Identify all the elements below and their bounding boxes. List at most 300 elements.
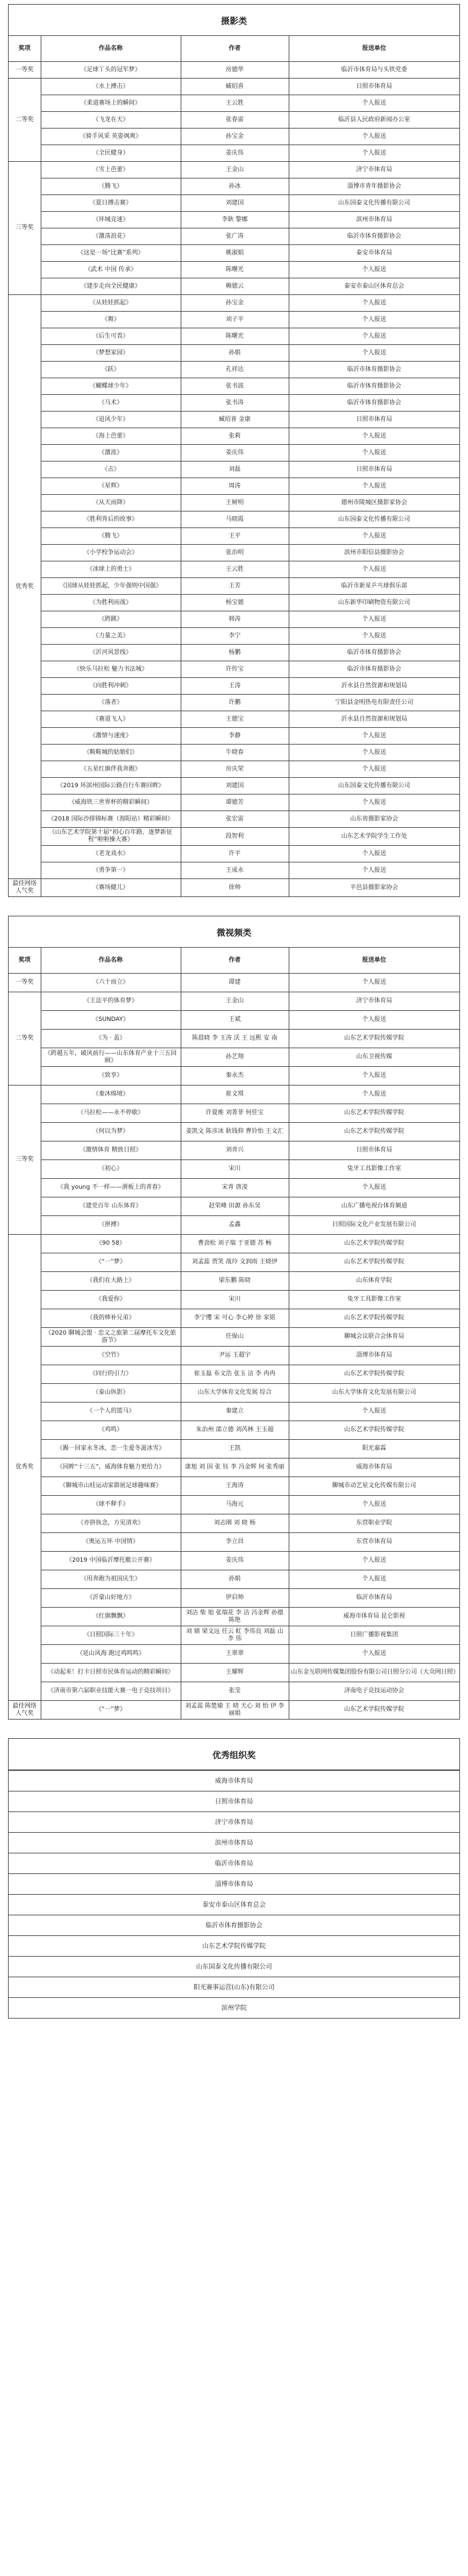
work-title-cell: 《何以为梦》 [41, 1123, 181, 1141]
list-item [9, 1833, 459, 1853]
work-title-cell: 《雪上芭蕾》 [41, 162, 181, 178]
author-cell: 王云胜 [181, 561, 289, 578]
table-row [9, 112, 459, 129]
submitting-unit-cell: 个人报送 [289, 1645, 459, 1664]
header-title: 作品名称 [41, 36, 181, 62]
table-row [9, 795, 459, 811]
table-row [9, 428, 459, 445]
award-category-cell: 优秀奖 [9, 295, 41, 879]
author-cell: 崔玉磊 布文浩 张玉 洁 李 冉冉 [181, 1365, 289, 1384]
work-title-cell: 《马术》 [41, 395, 181, 412]
submitting-unit-cell: 山东广播电视台体育频道 [289, 1197, 459, 1216]
work-title-cell: 《胜利背后的故事》 [41, 511, 181, 528]
author-cell: 王平 [181, 528, 289, 545]
video-section [8, 916, 460, 1720]
submitting-unit-cell: 威海市体育局 [289, 1458, 459, 1477]
work-title-cell: 《骑手风采 英姿飒爽》 [41, 129, 181, 145]
work-title-cell: 《梦想家园》 [41, 345, 181, 362]
author-cell: 杨鹏 [181, 645, 289, 661]
author-cell: 陈晨晓 李 王涛 沃 王 远熙 安 南 [181, 1030, 289, 1048]
table-row [9, 761, 459, 778]
table-row [9, 595, 459, 611]
work-title-cell: 《跃》 [41, 362, 181, 378]
table-row [9, 162, 459, 178]
submitting-unit-cell: 山东国泰文化传播有限公司 [289, 195, 459, 212]
author-cell: 杨宝德 [181, 595, 289, 611]
author-cell: 马晓霞 [181, 511, 289, 528]
table-row [9, 745, 459, 761]
org-list-body [9, 1771, 459, 2019]
work-title-cell: 《夏日搏击赛》 [41, 195, 181, 212]
work-title-cell: 《2019 中国临沂摩托艇公开赛》 [41, 1552, 181, 1570]
table-row [9, 395, 459, 412]
work-title-cell: 《奥运五环 中国情》 [41, 1533, 181, 1552]
submitting-unit-cell: 个人报送 [289, 95, 459, 112]
author-cell: 李耿 黎娜 [181, 212, 289, 228]
submitting-unit-cell: 东营职业学院 [289, 1514, 459, 1533]
table-row [9, 711, 459, 728]
work-title-cell: 《腾飞》 [41, 528, 181, 545]
submitting-unit-cell: 山东艺术学院传媒学院 [289, 1365, 459, 1384]
work-title-cell: 《建党百年 山东体育》 [41, 1197, 181, 1216]
org-name-cell: 滨州市体育局 [9, 1833, 459, 1853]
award-category-cell: 优秀奖 [9, 1235, 41, 1701]
table-row [9, 295, 459, 312]
submitting-unit-cell: 个人报送 [289, 728, 459, 745]
table-row [9, 545, 459, 561]
submitting-unit-cell: 兔牙工具影像工作室 [289, 1291, 459, 1309]
author-cell: 姜庆伟 [181, 1552, 289, 1570]
submitting-unit-cell: 聊城会议联合会体育局 [289, 1328, 459, 1347]
table-row [9, 1589, 459, 1608]
work-title-cell: 《“一”梦》 [41, 1253, 181, 1272]
work-title-cell: 《用奔跑为祖国庆生》 [41, 1570, 181, 1589]
submitting-unit-cell: 个人报送 [289, 974, 459, 992]
table-row [9, 1328, 459, 1347]
author-cell: 孔祥达 [181, 362, 289, 378]
work-title-cell: 《落者》 [41, 695, 181, 711]
photo-awards-table [9, 36, 459, 896]
table-row [9, 378, 459, 395]
author-cell: 韩涛 [181, 611, 289, 628]
submitting-unit-cell: 日照市体育局 [289, 79, 459, 95]
submitting-unit-cell: 聊城市动艺星文化传媒有限公司 [289, 1477, 459, 1496]
table-header-row [9, 36, 459, 62]
submitting-unit-cell: 临沂市体育摄影协会 [289, 378, 459, 395]
table-row [9, 362, 459, 378]
work-title-cell: 《环城竞速》 [41, 212, 181, 228]
submitting-unit-cell: 山东国泰文化传播有限公司 [289, 511, 459, 528]
work-title-cell: 《“一”梦》 [41, 1701, 181, 1720]
submitting-unit-cell: 个人报送 [289, 528, 459, 545]
table-row [9, 1440, 459, 1458]
table-row [9, 1533, 459, 1552]
work-title-cell: 《泰山纵影》 [41, 1384, 181, 1403]
table-row [9, 1570, 459, 1589]
author-cell: 梁东鹏 陈晓 [181, 1272, 289, 1291]
table-row [9, 1160, 459, 1179]
submitting-unit-cell: 临沂县人民政府新闻办公室 [289, 112, 459, 129]
submitting-unit-cell: 临沂市体育摄影协会 [289, 645, 459, 661]
table-row [9, 1384, 459, 1403]
submitting-unit-cell: 个人报送 [289, 1403, 459, 1421]
work-title-cell: 《赛场健儿》 [41, 879, 181, 897]
author-cell: 马海元 [181, 1496, 289, 1514]
submitting-unit-cell: 滨州市阳信县摄影协会 [289, 545, 459, 561]
work-title-cell: 《舞》 [41, 312, 181, 328]
work-title-cell: 《六十而立》 [41, 974, 181, 992]
work-title-cell: 《初心》 [41, 1160, 181, 1179]
author-cell: 谭德芳 [181, 795, 289, 811]
org-name-cell: 淄博市体育局 [9, 1874, 459, 1895]
list-item [9, 1874, 459, 1895]
submitting-unit-cell: 个人报送 [289, 129, 459, 145]
submitting-unit-cell: 日照国际文化产业发展有限公司 [289, 1216, 459, 1235]
work-title-cell: 《击》 [41, 462, 181, 478]
submitting-unit-cell: 山东艺术学院学生工作处 [289, 828, 459, 846]
table-header-row [9, 948, 459, 974]
author-cell: 孙冰 [181, 178, 289, 195]
author-cell: 王金山 [181, 162, 289, 178]
table-row [9, 811, 459, 828]
submitting-unit-cell: 兔牙工具影像工作室 [289, 1160, 459, 1179]
submitting-unit-cell: 个人报送 [289, 862, 459, 879]
submitting-unit-cell: 个人报送 [289, 745, 459, 761]
work-title-cell: 《追风少年》 [41, 412, 181, 428]
author-cell: 段智利 [181, 828, 289, 846]
author-cell: 王凯 [181, 1440, 289, 1458]
author-cell: 刘子平 [181, 312, 289, 328]
table-row [9, 178, 459, 195]
submitting-unit-cell: 山东艺术学院传媒学院 [289, 1104, 459, 1123]
author-cell: 伊启帅 [181, 1589, 289, 1608]
header-author: 作者 [181, 36, 289, 62]
work-title-cell: 《日照国际三十年》 [41, 1626, 181, 1645]
table-row [9, 511, 459, 528]
author-cell: 许鹏 [181, 695, 289, 711]
award-category-cell: 一等奖 [9, 62, 41, 79]
submitting-unit-cell: 沂水县自然资源和规划局 [289, 711, 459, 728]
work-title-cell: 《武术 中国 传承》 [41, 262, 181, 278]
list-item [9, 1915, 459, 1936]
author-cell: 崔文琪 [181, 1086, 289, 1104]
author-cell: 王芳 [181, 578, 289, 595]
work-title-cell: 《老龙戏水》 [41, 846, 181, 862]
table-row [9, 445, 459, 462]
table-row [9, 974, 459, 992]
author-cell: 孟鑫 [181, 1216, 289, 1235]
author-cell: 李宁 [181, 628, 289, 645]
header-unit: 报送单位 [289, 36, 459, 62]
table-row [9, 195, 459, 212]
award-category-cell: 最佳网络人气奖 [9, 879, 41, 897]
work-title-cell: 《亦拼执念，方见清欢》 [41, 1514, 181, 1533]
author-cell: 秦建立 [181, 1403, 289, 1421]
award-category-cell: 三等奖 [9, 1086, 41, 1235]
author-cell: 任保山 [181, 1328, 289, 1347]
author-cell: 刘青兴 [181, 1141, 289, 1160]
table-row [9, 1477, 459, 1496]
org-name-cell: 泰安市泰山区体育总会 [9, 1895, 459, 1915]
work-title-cell: 《勇争第一》 [41, 862, 181, 879]
submitting-unit-cell: 淄博市体育局 [289, 1347, 459, 1365]
table-row [9, 846, 459, 862]
org-name-cell: 临沂市体育摄影协会 [9, 1915, 459, 1936]
submitting-unit-cell: 个人报送 [289, 1067, 459, 1086]
work-title-cell: 《五星红旗伴我奔跑》 [41, 761, 181, 778]
table-row [9, 1235, 459, 1253]
table-row [9, 1030, 459, 1048]
author-cell: 徐帅 [181, 879, 289, 897]
author-cell: 张治明 [181, 545, 289, 561]
work-title-cell: 《踢一回家永冬冰，恋一生爱冬滋冰雪》 [41, 1440, 181, 1458]
author-cell: 刘建国 [181, 195, 289, 212]
submitting-unit-cell: 山东金互联网传媒集团股份有限公司日照分公司（大众网日照） [289, 1664, 459, 1682]
table-row [9, 129, 459, 145]
table-row [9, 879, 459, 897]
table-row [9, 328, 459, 345]
work-title-cell: 《球不释手》 [41, 1496, 181, 1514]
work-title-cell: 《建步走向全民健康》 [41, 278, 181, 295]
work-title-cell: 《致享》 [41, 1067, 181, 1086]
submitting-unit-cell: 临沂市体育摄影协会 [289, 362, 459, 378]
author-cell: 张书涛 [181, 395, 289, 412]
table-row [9, 1086, 459, 1104]
work-title-cell: 《腾飞》 [41, 178, 181, 195]
author-cell: 王德宝 [181, 711, 289, 728]
work-title-cell: 《济南市第六届职业技能大赛一电子竞技项目》 [41, 1682, 181, 1701]
table-row [9, 1514, 459, 1533]
work-title-cell: 《为胜利而战》 [41, 595, 181, 611]
submitting-unit-cell: 临沂市体育摄影协会 [289, 661, 459, 678]
author-cell: 孙宝金 [181, 295, 289, 312]
org-award-list [9, 1770, 459, 2018]
work-title-cell: 《冰球上的勇士》 [41, 561, 181, 578]
author-cell: 许夏维 刘菁菲 何佳宝 [181, 1104, 289, 1123]
submitting-unit-cell: 阳光嘉霖 [289, 1440, 459, 1458]
work-title-cell: 《跨越五年，破风前行——山东体育产业十三五回顾》 [41, 1048, 181, 1067]
table-row [9, 1421, 459, 1440]
submitting-unit-cell: 淄博市青年摄影协会 [289, 178, 459, 195]
video-section-title: 微视频类 [9, 916, 459, 948]
submitting-unit-cell: 济南电子竞技运动协会 [289, 1682, 459, 1701]
award-category-cell: 一等奖 [9, 974, 41, 992]
table-row [9, 312, 459, 328]
submitting-unit-cell: 济宁市体育局 [289, 992, 459, 1011]
work-title-cell: 《山东艺术学院第十届“初心百年路，逐梦新征程”啦啦操大赛》 [41, 828, 181, 846]
table-row [9, 778, 459, 795]
work-title-cell: 《我们在大路上》 [41, 1272, 181, 1291]
submitting-unit-cell: 平邑县摄影家协会 [289, 879, 459, 897]
submitting-unit-cell: 山东体育学院 [289, 1272, 459, 1291]
author-cell: 王翠翠 [181, 1645, 289, 1664]
author-cell: 王海涛 [181, 1477, 289, 1496]
work-title-cell: 《从娃娃抓起》 [41, 295, 181, 312]
author-cell: 张宏雷 [181, 811, 289, 828]
submitting-unit-cell: 山东艺术学院传媒学院 [289, 1123, 459, 1141]
work-title-cell: 《SUNDAY》 [41, 1011, 181, 1030]
submitting-unit-cell: 个人报送 [289, 795, 459, 811]
submitting-unit-cell: 个人报送 [289, 628, 459, 645]
list-item [9, 1771, 459, 1791]
work-title-cell: 《2018 国际沙排锦标赛（海阳站）精彩瞬间》 [41, 811, 181, 828]
work-title-cell: 《国球从娃娃抓起，少年强则中国强》 [41, 578, 181, 595]
org-name-cell: 阳光赛事运营(山东)有限公司 [9, 1977, 459, 1998]
author-cell: 赖德云 [181, 278, 289, 295]
table-row [9, 1291, 459, 1309]
work-title-cell: 《鞍鞍城的姑娘们》 [41, 745, 181, 761]
submitting-unit-cell: 沂水县自然资源和规划局 [289, 678, 459, 695]
submitting-unit-cell: 山东省摄影家协会 [289, 811, 459, 828]
submitting-unit-cell: 泰安市泰山区体育总会 [289, 278, 459, 295]
org-name-cell: 临沂市体育局 [9, 1853, 459, 1874]
submitting-unit-cell: 个人报送 [289, 1011, 459, 1030]
work-title-cell: 《鸡鸣》 [41, 1421, 181, 1440]
author-cell: 姜庆伟 [181, 445, 289, 462]
table-row [9, 1197, 459, 1216]
submitting-unit-cell: 个人报送 [289, 445, 459, 462]
award-category-cell: 二等奖 [9, 992, 41, 1086]
submitting-unit-cell: 个人报送 [289, 846, 459, 862]
work-title-cell: 《一个人的篮马》 [41, 1403, 181, 1421]
work-title-cell: 《我 young 不一样——滑板上的青春》 [41, 1179, 181, 1197]
author-cell: 朱治州 邵立德 刘芮林 王玉超 [181, 1421, 289, 1440]
author-cell: 刘 婧 梁文远 任云 虹 李伟良 刘磊 山 李 伟 [181, 1626, 289, 1645]
award-category-cell: 三等奖 [9, 162, 41, 295]
author-cell: 王金山 [181, 992, 289, 1011]
table-row [9, 828, 459, 846]
work-title-cell: 《沂河风景线》 [41, 645, 181, 661]
award-category-cell: 最佳网络人气奖 [9, 1701, 41, 1720]
table-row [9, 728, 459, 745]
work-title-cell: 《王法平的体育梦》 [41, 992, 181, 1011]
table-row [9, 1272, 459, 1291]
table-row [9, 79, 459, 95]
author-cell: 王云胜 [181, 95, 289, 112]
work-title-cell: 《向胜利冲刺》 [41, 678, 181, 695]
work-title-cell: 《延山风海 跑过鸡鸣鸣》 [41, 1645, 181, 1664]
author-cell: 许平 [181, 846, 289, 862]
work-title-cell: 《飞龙在天》 [41, 112, 181, 129]
author-cell: 臧绍喜 [181, 79, 289, 95]
header-author: 作者 [181, 948, 289, 974]
author-cell: 宋青 唐凌 [181, 1179, 289, 1197]
table-row [9, 95, 459, 112]
work-title-cell: 《沂蒙山好地方》 [41, 1589, 181, 1608]
submitting-unit-cell: 个人报送 [289, 1086, 459, 1104]
author-cell: 孙娟 [181, 345, 289, 362]
table-row [9, 1552, 459, 1570]
work-title-cell: 《水上搏击》 [41, 79, 181, 95]
author-cell: 李宁缨 宋 可心 李心婷 徐 家铭 [181, 1309, 289, 1328]
table-row [9, 1664, 459, 1682]
table-row [9, 412, 459, 428]
author-cell: 陈曙光 [181, 328, 289, 345]
table-row [9, 1309, 459, 1328]
submitting-unit-cell: 个人报送 [289, 312, 459, 328]
submitting-unit-cell: 日照市体育局 [289, 462, 459, 478]
header-award: 奖项 [9, 36, 41, 62]
video-table-body [9, 974, 459, 1720]
submitting-unit-cell: 威海市体育局 昆仑影视 [289, 1608, 459, 1626]
author-cell: 孙娟 [181, 1570, 289, 1589]
table-row [9, 1011, 459, 1030]
header-title: 作品名称 [41, 948, 181, 974]
work-title-cell: 《小学校争运动会》 [41, 545, 181, 561]
submitting-unit-cell: 临沂市体育局与头铁党委 [289, 62, 459, 79]
author-cell: 孙宝金 [181, 129, 289, 145]
list-item [9, 1936, 459, 1957]
work-title-cell: 《海上芭蕾》 [41, 428, 181, 445]
work-title-cell: 《回眸“十三五”，威海体育魅力更给力》 [41, 1458, 181, 1477]
author-cell: 姚淑娟 [181, 245, 289, 262]
table-row [9, 212, 459, 228]
work-title-cell: 《星辉》 [41, 478, 181, 495]
author-cell: 牛晓春 [181, 745, 289, 761]
table-row [9, 1626, 459, 1645]
submitting-unit-cell: 个人报送 [289, 478, 459, 495]
list-item [9, 1998, 459, 2019]
work-title-cell: 《激情体育 精致日照》 [41, 1141, 181, 1160]
table-row [9, 1253, 459, 1272]
work-title-cell: 《激荡浪花》 [41, 228, 181, 245]
work-title-cell: 《从天而降》 [41, 495, 181, 511]
submitting-unit-cell: 山东大学体育文化发展有限公司 [289, 1384, 459, 1403]
table-row [9, 1141, 459, 1160]
author-cell: 刘孟蕊 陈楚瑜 王 晓 天心 刘 怡 伊 李丽娟 [181, 1701, 289, 1720]
submitting-unit-cell: 临沂市体育摄影协会 [289, 395, 459, 412]
work-title-cell: 《快乐马拉松 魅力书法城》 [41, 661, 181, 678]
table-row [9, 661, 459, 678]
org-name-cell: 山东艺术学院传媒学院 [9, 1936, 459, 1957]
author-cell: 张春雷 [181, 112, 289, 129]
submitting-unit-cell: 滨州市体育局 [289, 212, 459, 228]
org-section-title: 优秀组织奖 [9, 1739, 459, 1770]
table-row [9, 1104, 459, 1123]
table-row [9, 1645, 459, 1664]
table-row [9, 628, 459, 645]
author-cell: 尹运 王超宇 [181, 1347, 289, 1365]
author-cell: 刘志刚 刘 晓 杨 [181, 1514, 289, 1533]
submitting-unit-cell: 个人报送 [289, 761, 459, 778]
submitting-unit-cell: 山东艺术学院传媒学院 [289, 1421, 459, 1440]
author-cell: 陈曙光 [181, 262, 289, 278]
author-cell: 王涛 [181, 678, 289, 695]
author-cell: 刘洁 柴 旭 张瑞花 李 洁 冯金辉 孙德 陈艳 [181, 1608, 289, 1626]
work-title-cell: 《威海铁三世界杯的精彩瞬间》 [41, 795, 181, 811]
table-row [9, 611, 459, 628]
table-row [9, 345, 459, 362]
org-name-cell: 滨州学院 [9, 1998, 459, 2019]
list-item [9, 1895, 459, 1915]
submitting-unit-cell: 个人报送 [289, 328, 459, 345]
table-row [9, 245, 459, 262]
table-row [9, 1608, 459, 1626]
submitting-unit-cell: 日照广播影视集团 [289, 1626, 459, 1645]
table-row [9, 695, 459, 711]
submitting-unit-cell: 个人报送 [289, 145, 459, 162]
submitting-unit-cell: 个人报送 [289, 561, 459, 578]
org-section [8, 1738, 460, 2019]
work-title-cell: 《2020 聊城会盟 · 忠义之旅第二届摩托车文化旅游节》 [41, 1328, 181, 1347]
org-name-cell: 日照市体育局 [9, 1791, 459, 1812]
table-row [9, 561, 459, 578]
submitting-unit-cell: 山东艺术学院传媒学院 [289, 1253, 459, 1272]
submitting-unit-cell: 日照市体育局 [289, 1141, 459, 1160]
org-name-cell: 山东国泰文化传播有限公司 [9, 1957, 459, 1977]
org-name-cell: 济宁市体育局 [9, 1812, 459, 1833]
work-title-cell: 《动起来！打卡日照市民体育运动的精彩瞬间》 [41, 1664, 181, 1682]
